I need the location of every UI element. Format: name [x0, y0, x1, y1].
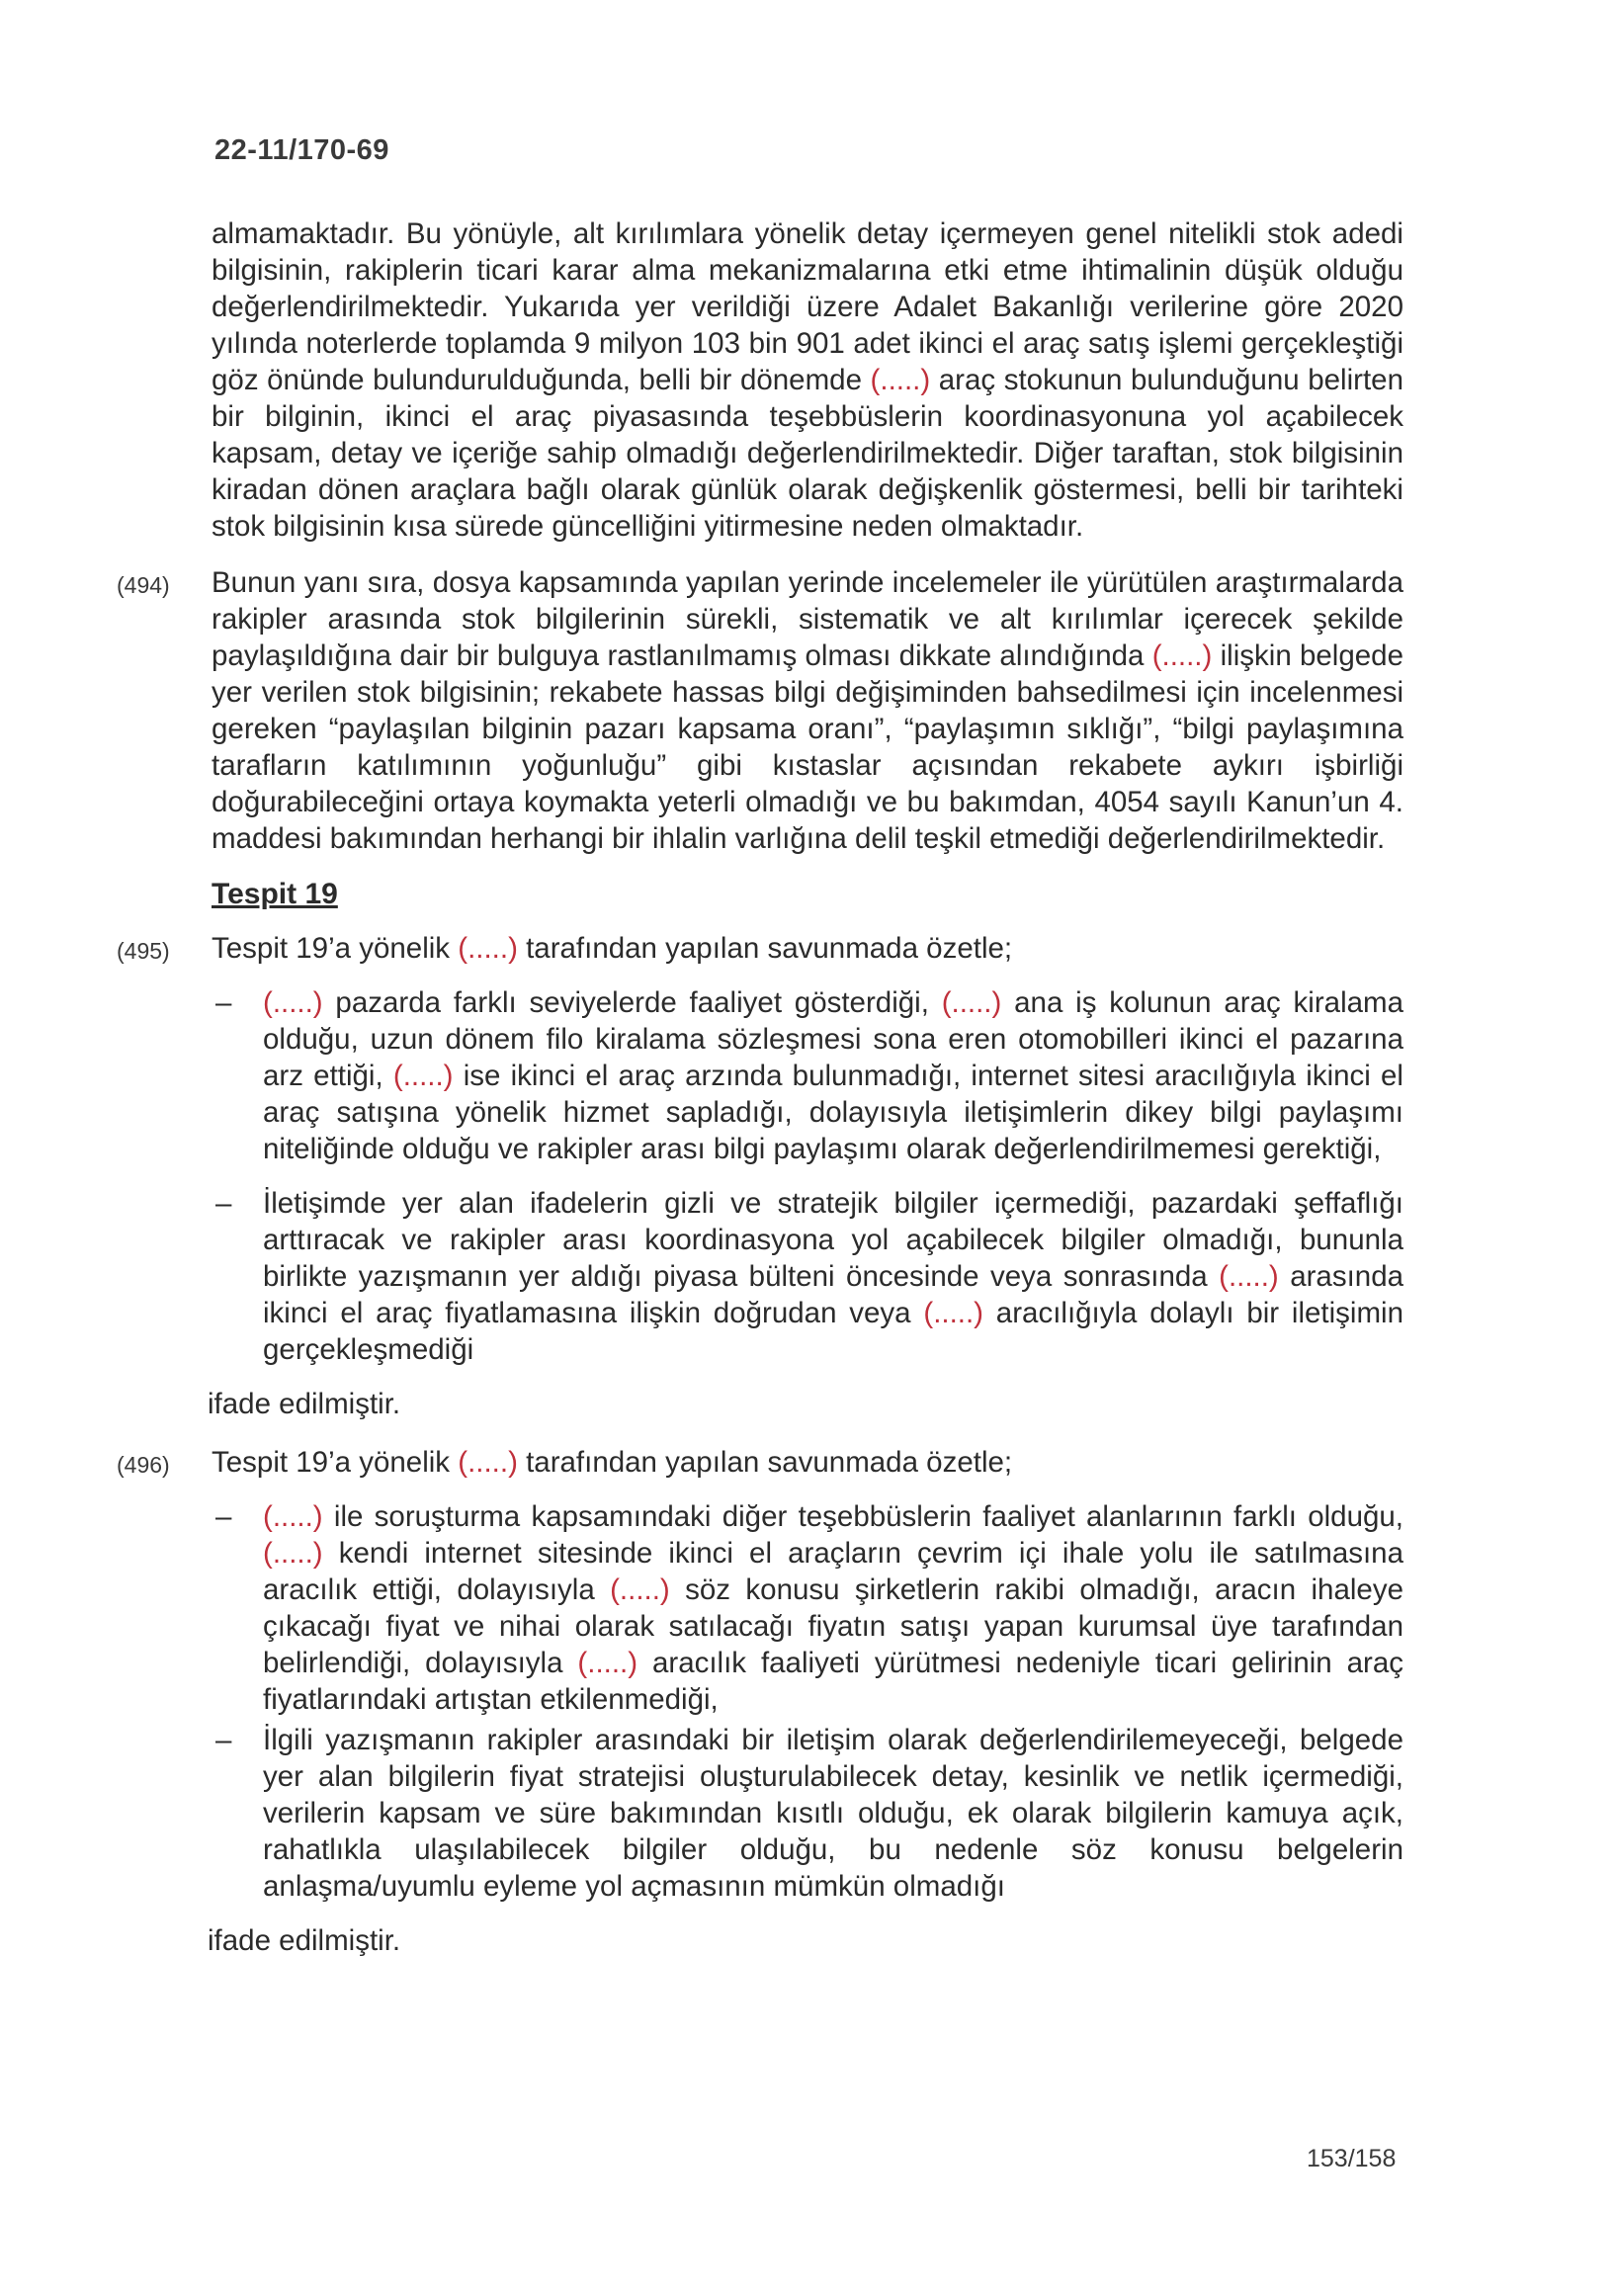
redaction-marker: (.....): [941, 986, 1002, 1019]
paragraph-number: (494): [117, 572, 170, 598]
text-segment: ilişkin belgede yer verilen stok bilgisinin; rekabete hassas bilgi değişiminden bahsedilmesi için incelenmesi gereken “paylaşılan bilginin pazarı kapsama oranı”, “paylaşımın sıklığı”, “bilgi paylaşımına tarafların katılımının yoğunluğu” gibi kıstaslar açısından rekabete aykırı işbirliği doğurabileceğini ortaya koymakta yeterli olmadığı ve bu bakımdan, 4054 sayılı Kanun’un 4. maddesi bakımından herhangi bir ihlalin varlığına delil teşkil etmediği değerlendirilmektedir.: [212, 639, 1403, 855]
redaction-marker: (.....): [263, 1500, 323, 1533]
list-item: [215, 1185, 1404, 1368]
paragraph-496: [117, 1444, 1403, 1481]
closing-text: ifade edilmiştir.: [208, 1388, 401, 1420]
redaction-marker: (.....): [577, 1647, 638, 1679]
text-segment: ile soruşturma kapsamındaki diğer teşebbüslerin faaliyet alanlarının farklı olduğu,: [322, 1500, 1403, 1533]
text-segment: ise ikinci el araç arzında bulunmadığı, internet sitesi aracılığıyla ikinci el araç satışına yönelik hizmet sapladığı, dolayısıyla iletişimlerin dikey bilgi paylaşımı niteliğinde olduğu ve rakipler arası bilgi paylaşımı olarak değerlendirilmemesi gerektiği,: [263, 1060, 1403, 1165]
paragraph-number: (496): [117, 1452, 170, 1478]
redaction-marker: (.....): [1151, 639, 1213, 672]
text-segment: arasında ikinci el araç fiyatlamasına ilişkin doğrudan veya: [263, 1260, 1404, 1329]
list-item: [215, 1722, 1403, 1905]
redaction-marker: (.....): [923, 1297, 984, 1329]
text-segment: İletişimde yer alan ifadelerin gizli ve stratejik bilgiler içermediği, pazardaki şeffaflığı arttıracak ve rakipler arası koordinasyona yol açabilecek bilgiler olmadığı, bununla birlikte yazışmanın yer aldığı piyasa bülteni öncesinde veya sonrasında: [263, 1187, 1403, 1293]
paragraph-number: (495): [117, 938, 170, 964]
document-body: [0, 215, 1614, 1981]
page-number: 153/158: [1307, 2145, 1397, 2172]
text-segment: söz konusu şirketlerin rakibi olmadığı, aracın ihaleye çıkacağı fiyat ve nihai olarak satılacağı fiyatın satışı yapan kurumsal üye tarafından belirlendiği, dolayısıyla: [263, 1573, 1403, 1679]
redaction-marker: (.....): [458, 932, 518, 965]
text-segment: almamaktadır. Bu yönüyle, alt kırılımlara yönelik detay içermeyen genel nitelikli stok adedi bilgisinin, rakiplerin ticari karar alma mekanizmalarına etki etme ihtimalinin düşük olduğu değerlendirilmektedir. Yukarıda yer verildiği üzere Adalet Bakanlığı verilerine göre 2020 yılında noterlerde toplamda 9 milyon 103 bin 901 adet ikinci el araç satış işlemi gerçekleştiği göz önünde bulundurulduğunda, belli bir dönemde: [212, 217, 1403, 396]
list-item: [215, 1498, 1403, 1718]
text-segment: Bunun yanı sıra, dosya kapsamında yapılan yerinde incelemeler ile yürütülen araştırmalarda rakipler arasında stok bilgilerinin sürekli, sistematik ve alt kırılımlar içerecek şekilde paylaşıldığına dair bir bulguya rastlanılmamış olması dikkate alındığında: [212, 566, 1403, 672]
redaction-marker: (.....): [458, 1446, 518, 1479]
text-segment: İlgili yazışmanın rakipler arasındaki bir iletişim olarak değerlendirilemeyeceği, belgede yer alan bilgilerin fiyat stratejisi oluşturulabilecek detay, kesinlik ve netlik içermediği, verilerin kapsam ve süre bakımından kısıtlı olduğu, ek olarak bilgilerin kamuya açık, rahatlıkla ulaşılabilecek bilgiler olduğu, bu nedenle söz konusu belgelerin anlaşma/uyumlu eyleme yol açmasının mümkün olmadığı: [263, 1724, 1403, 1903]
text-segment: aracılık faaliyeti yürütmesi nedeniyle ticari gelirinin araç fiyatlarındaki artıştan etkilenmediği,: [263, 1647, 1403, 1716]
text-segment: ana iş kolunun araç kiralama olduğu, uzun dönem filo kiralama sözleşmesi sona eren otomobilleri ikinci el pazarına arz ettiği,: [263, 986, 1404, 1092]
redaction-marker: (.....): [610, 1573, 670, 1606]
redaction-marker: (.....): [870, 364, 931, 396]
redaction-marker: (.....): [263, 986, 323, 1019]
text-segment: Tespit 19’a yönelik: [212, 932, 459, 965]
closing-text: ifade edilmiştir.: [208, 1924, 401, 1957]
bullet-dash: –: [215, 1724, 232, 1756]
list-item: [215, 984, 1404, 1167]
redaction-marker: (.....): [392, 1060, 454, 1092]
paragraph-494: [117, 564, 1403, 857]
text-segment: aracılığıyla dolaylı bir iletişimin gerçekleşmediği: [263, 1297, 1403, 1366]
bullet-dash: –: [215, 1500, 232, 1533]
text-segment: tarafından yapılan savunmada özetle;: [517, 932, 1013, 965]
document-id: 22-11/170-69: [214, 134, 389, 166]
section-heading: Tespit 19: [212, 878, 338, 910]
paragraph-continuation: [212, 215, 1403, 545]
bullet-dash: –: [215, 986, 232, 1019]
redaction-marker: (.....): [1219, 1260, 1279, 1293]
paragraph-495: [117, 930, 1403, 967]
text-segment: tarafından yapılan savunmada özetle;: [517, 1446, 1013, 1479]
text-segment: araç stokunun bulunduğunu belirten bir bilginin, ikinci el araç piyasasında teşebbüslerin koordinasyonuna yol açabilecek kapsam, detay ve içeriğe sahip olmadığı değerlendirilmektedir. Diğer taraftan, stok bilgisinin kiradan dönen araçlara bağlı olarak günlük olarak değişkenlik göstermesi, belli bir tarihteki stok bilgisinin kısa sürede güncelliğini yitirmesine neden olmaktadır.: [212, 364, 1403, 543]
text-segment: Tespit 19’a yönelik: [212, 1446, 459, 1479]
text-segment: pazarda farklı seviyelerde faaliyet gösterdiği,: [322, 986, 942, 1019]
text-segment: kendi internet sitesinde ikinci el araçların çevrim içi ihale yolu ile satılmasına aracılık ettiği, dolayısıyla: [263, 1537, 1403, 1606]
bullet-dash: –: [215, 1187, 232, 1220]
redaction-marker: (.....): [263, 1537, 323, 1570]
